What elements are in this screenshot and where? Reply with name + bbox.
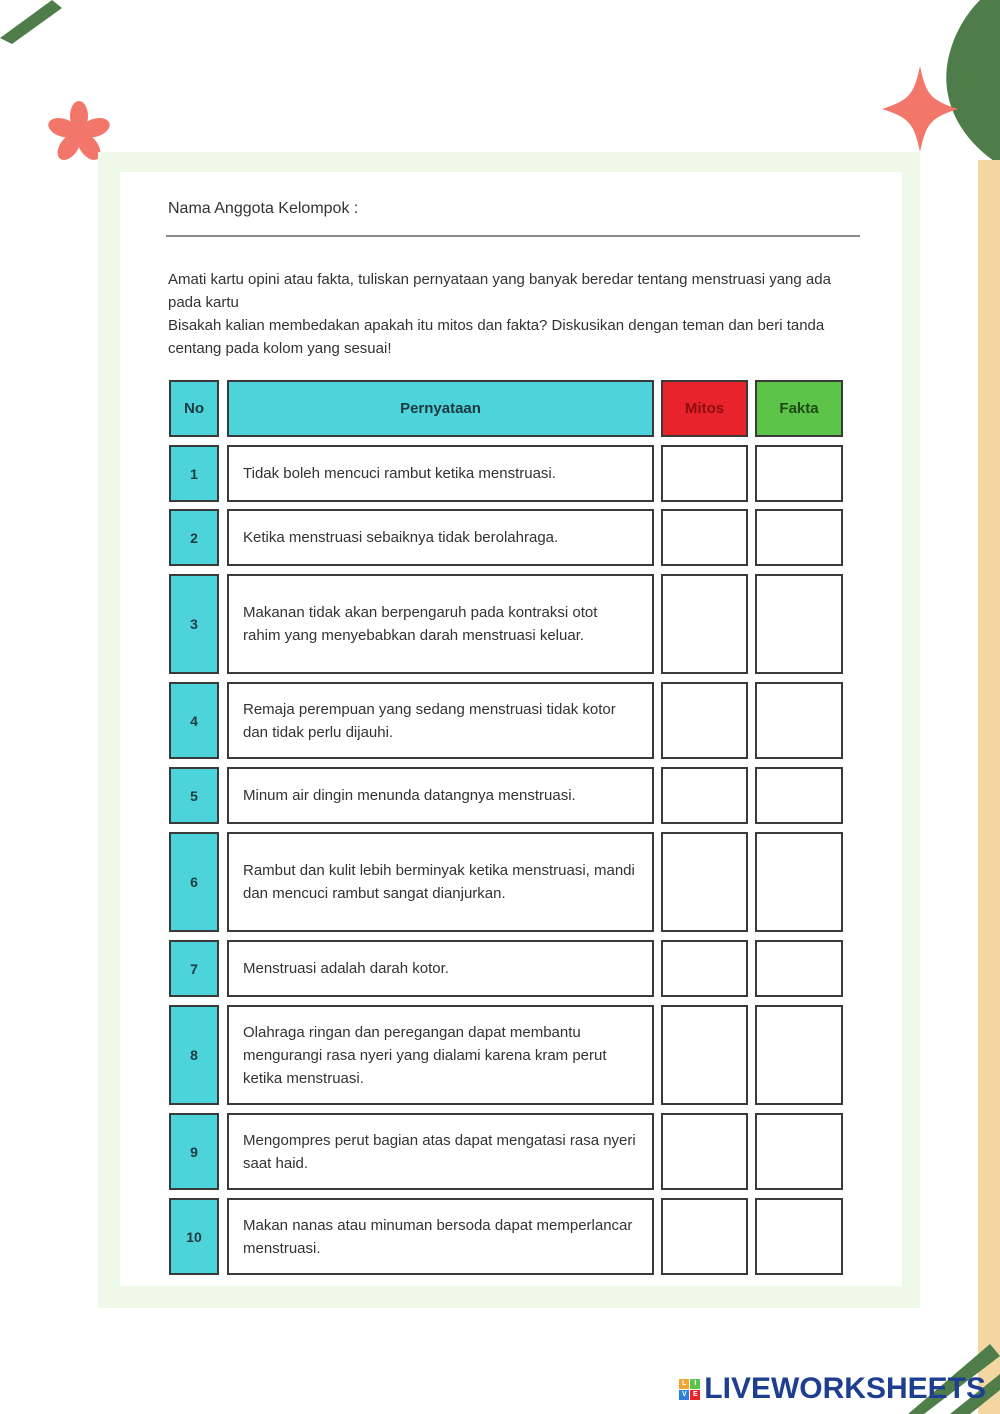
row-statement: Olahraga ringan dan peregangan dapat membantu mengurangi rasa nyeri yang dialami karena kram perut ketika menstruasi. xyxy=(227,1005,654,1105)
row-number: 7 xyxy=(169,940,219,997)
row-statement: Minum air dingin menunda datangnya menstruasi. xyxy=(227,767,654,824)
instruction-line-2: Bisakah kalian membedakan apakah itu mitos dan fakta? Diskusikan dengan teman dan beri tanda centang pada kolom yang sesuai! xyxy=(168,317,825,357)
header-statement: Pernyataan xyxy=(227,380,654,437)
row-number: 5 xyxy=(169,767,219,824)
liveworksheets-logo[interactable] xyxy=(679,1372,986,1406)
fakta-checkbox[interactable] xyxy=(755,832,843,932)
mitos-checkbox[interactable] xyxy=(661,767,748,824)
coral-sparkle-icon xyxy=(882,66,958,152)
fakta-checkbox[interactable] xyxy=(755,940,843,997)
row-number: 3 xyxy=(169,574,219,674)
logo-letter: E xyxy=(690,1390,700,1400)
mitos-checkbox[interactable] xyxy=(661,832,748,932)
mitos-checkbox[interactable] xyxy=(661,1113,748,1190)
logo-letter: V xyxy=(679,1390,689,1400)
fakta-checkbox[interactable] xyxy=(755,445,843,502)
row-statement: Tidak boleh mencuci rambut ketika menstruasi. xyxy=(227,445,654,502)
logo-squares-icon xyxy=(679,1379,700,1400)
fakta-checkbox[interactable] xyxy=(755,574,843,674)
header-mitos: Mitos xyxy=(661,380,748,437)
row-statement: Rambut dan kulit lebih berminyak ketika menstruasi, mandi dan mencuci rambut sangat dianjurkan. xyxy=(227,832,654,932)
header-fakta: Fakta xyxy=(755,380,843,437)
fakta-checkbox[interactable] xyxy=(755,509,843,566)
row-statement: Mengompres perut bagian atas dapat mengatasi rasa nyeri saat haid. xyxy=(227,1113,654,1190)
fakta-checkbox[interactable] xyxy=(755,1005,843,1105)
fakta-checkbox[interactable] xyxy=(755,682,843,759)
mitos-checkbox[interactable] xyxy=(661,940,748,997)
row-number: 6 xyxy=(169,832,219,932)
mitos-checkbox[interactable] xyxy=(661,445,748,502)
fakta-checkbox[interactable] xyxy=(755,1198,843,1275)
fakta-checkbox[interactable] xyxy=(755,767,843,824)
row-number: 9 xyxy=(169,1113,219,1190)
header-no: No xyxy=(169,380,219,437)
mitos-checkbox[interactable] xyxy=(661,1005,748,1105)
row-statement: Makanan tidak akan berpengaruh pada kontraksi otot rahim yang menyebabkan darah menstruasi keluar. xyxy=(227,574,654,674)
row-statement: Menstruasi adalah darah kotor. xyxy=(227,940,654,997)
mitos-checkbox[interactable] xyxy=(661,574,748,674)
top-left-leaf-decoration xyxy=(0,0,70,50)
fakta-checkbox[interactable] xyxy=(755,1113,843,1190)
logo-letter: L xyxy=(679,1379,689,1389)
instruction-line-1: Amati kartu opini atau fakta, tuliskan pernyataan yang banyak beredar tentang menstruasi yang ada pada kartu xyxy=(168,271,831,311)
row-number: 1 xyxy=(169,445,219,502)
logo-letter: I xyxy=(690,1379,700,1389)
mitos-checkbox[interactable] xyxy=(661,682,748,759)
mitos-checkbox[interactable] xyxy=(661,509,748,566)
group-members-line xyxy=(166,235,860,237)
row-number: 4 xyxy=(169,682,219,759)
logo-text: LIVEWORKSHEETS xyxy=(704,1372,986,1405)
right-edge-stripe xyxy=(978,160,1000,1414)
row-statement: Remaja perempuan yang sedang menstruasi tidak kotor dan tidak perlu dijauhi. xyxy=(227,682,654,759)
row-number: 2 xyxy=(169,509,219,566)
instructions xyxy=(168,268,868,360)
row-number: 10 xyxy=(169,1198,219,1275)
mitos-checkbox[interactable] xyxy=(661,1198,748,1275)
row-number: 8 xyxy=(169,1005,219,1105)
row-statement: Makan nanas atau minuman bersoda dapat memperlancar menstruasi. xyxy=(227,1198,654,1275)
group-members-label: Nama Anggota Kelompok : xyxy=(168,200,359,217)
row-statement: Ketika menstruasi sebaiknya tidak berolahraga. xyxy=(227,509,654,566)
